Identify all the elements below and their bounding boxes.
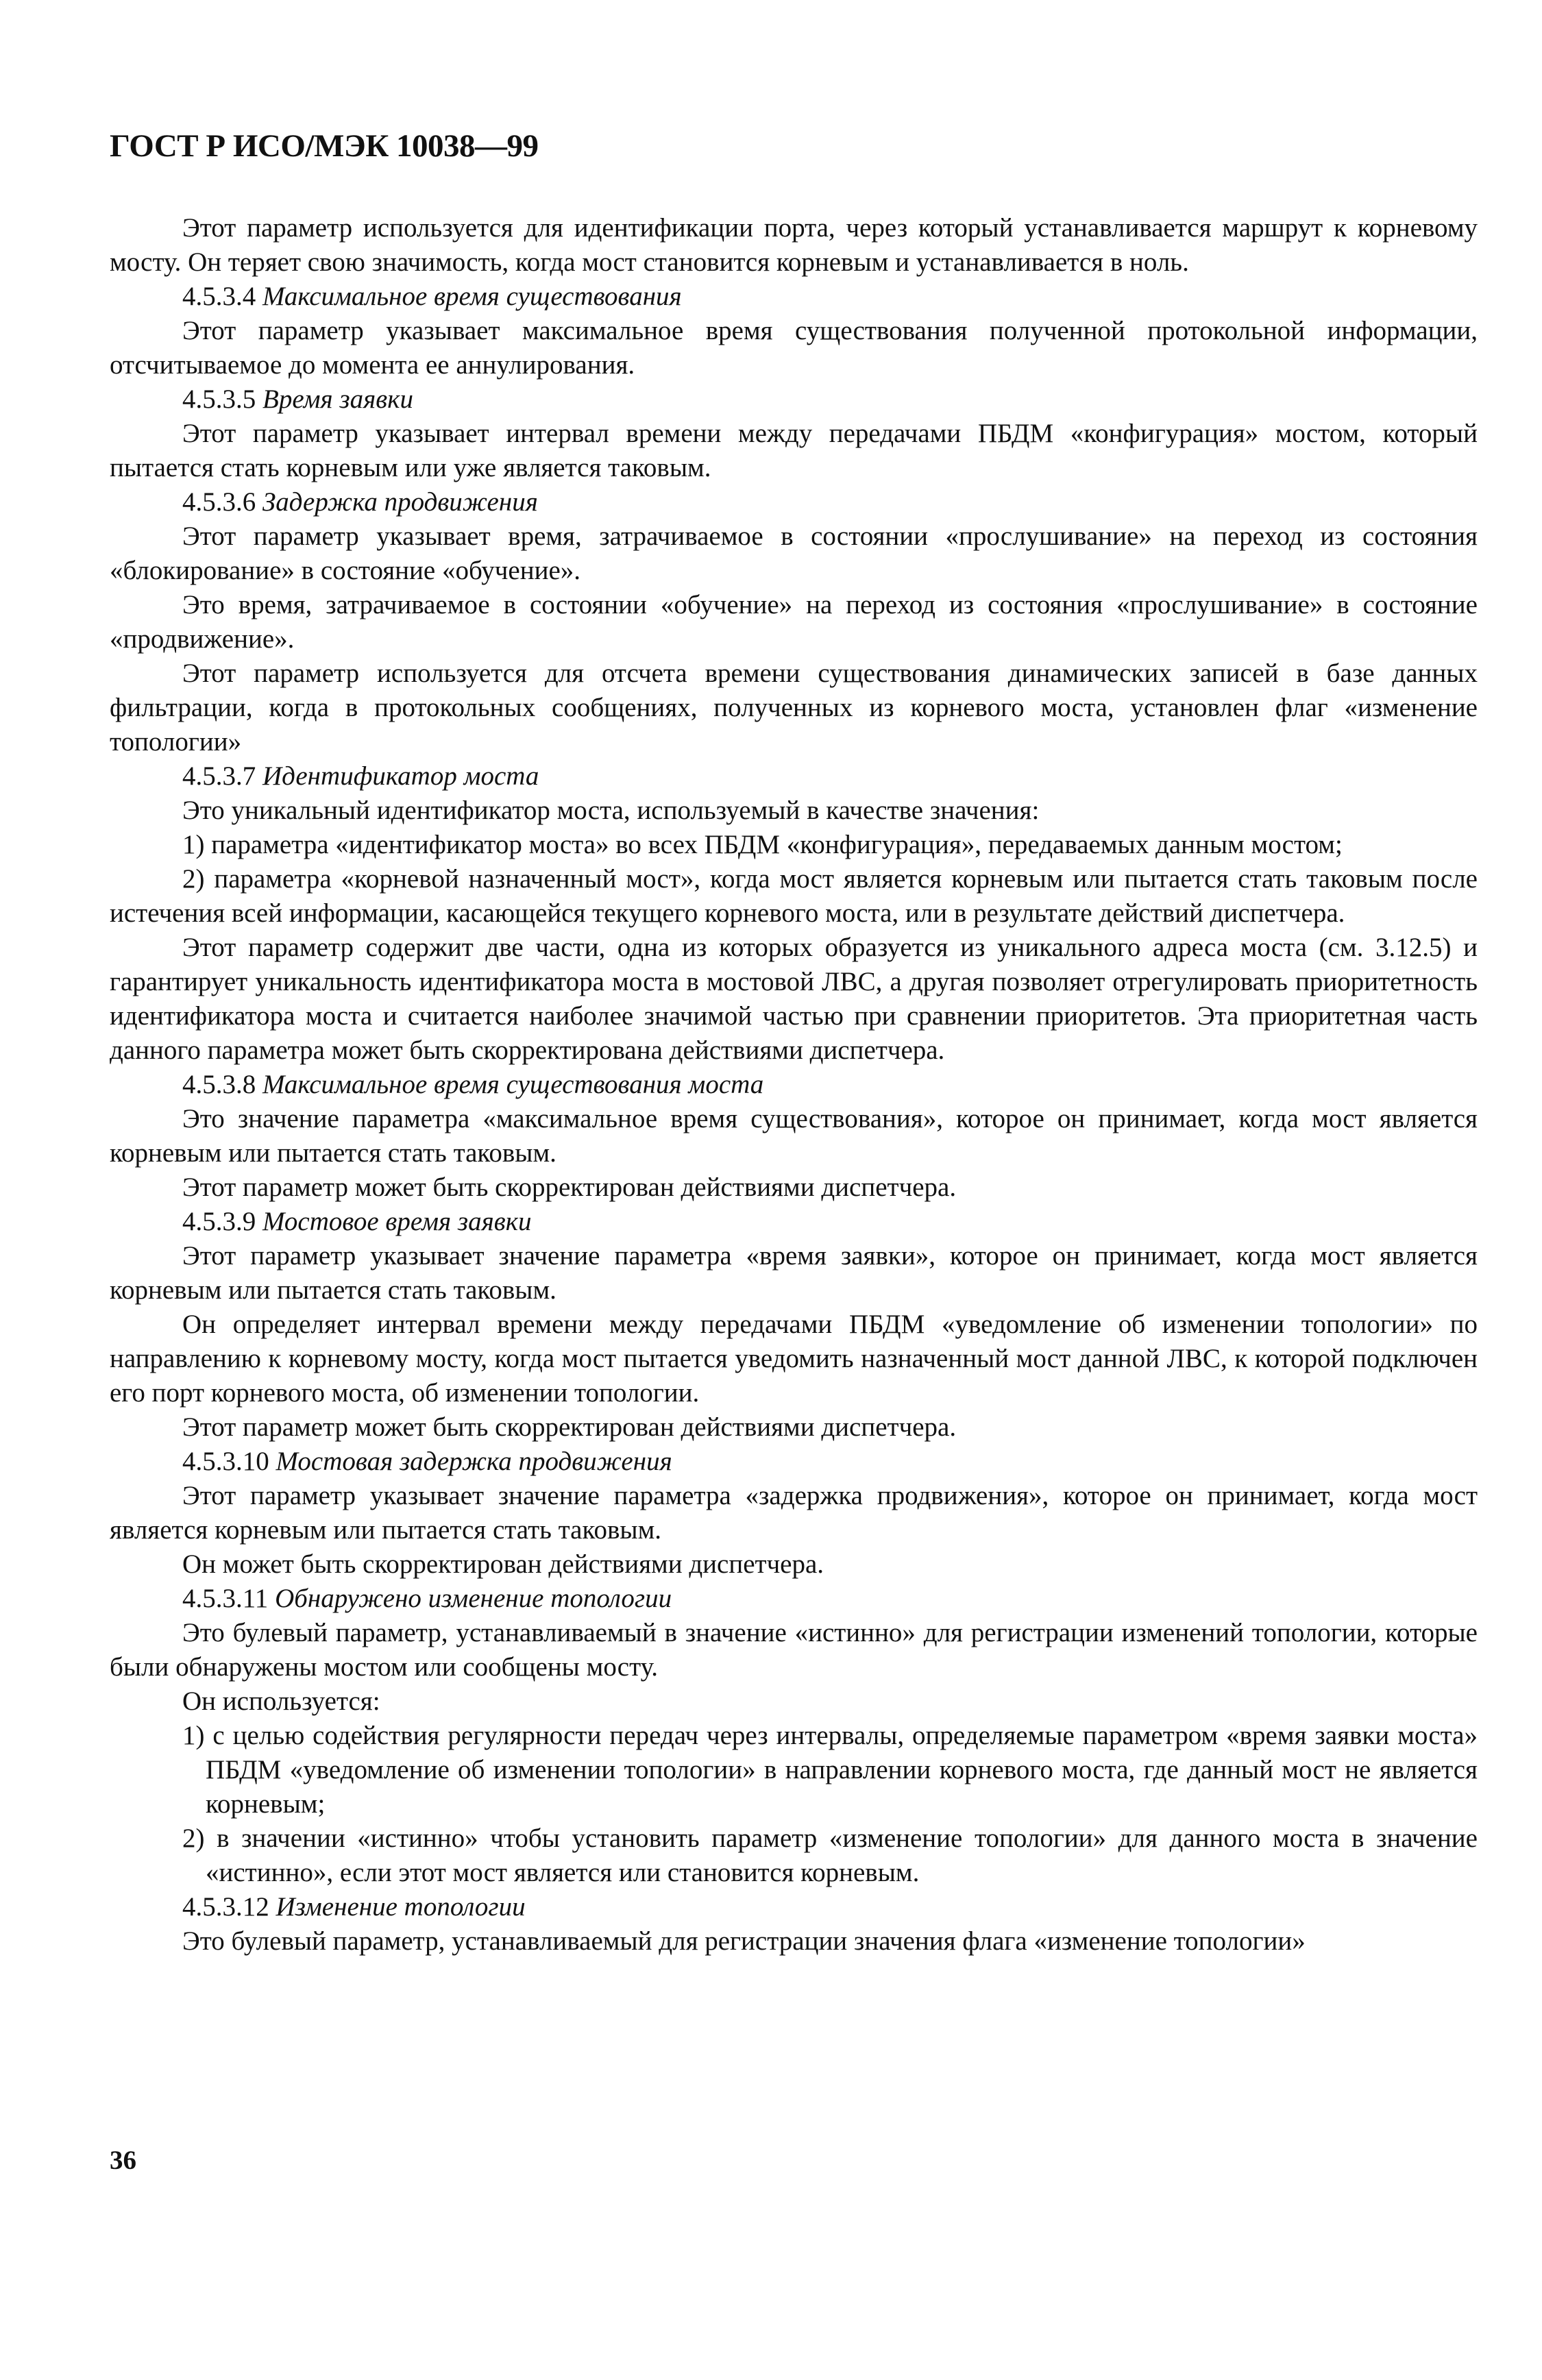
section-title: Мостовое время заявки: [262, 1207, 532, 1236]
paragraph: Он используется:: [182, 1686, 380, 1716]
paragraph: Этот параметр используется для отсчета времени существования динамических записей в базе данных фильтрации, когда в протокольных сообщениях, полученных из корневого моста, установлен флаг «изменение топологии»: [110, 659, 1478, 757]
paragraph: 2) параметра «корневой назначенный мост», когда мост является корневым или пытается стать таковым после истечения всей информации, касающейся текущего корневого моста, или в результате действий диспетчера.: [110, 864, 1478, 928]
paragraph: Это уникальный идентификатор моста, используемый в качестве значения:: [182, 796, 1040, 825]
section-title: Мостовая задержка продвижения: [276, 1447, 672, 1476]
section-number: 4.5.3.7: [182, 761, 256, 791]
page-number: 36: [110, 2146, 136, 2175]
paragraph: Это время, затрачиваемое в состоянии «обучение» на переход из состояния «прослушивание» в состояние «продвижение».: [110, 590, 1478, 654]
section-number: 4.5.3.4: [182, 282, 256, 311]
section-number: 4.5.3.5: [182, 384, 256, 414]
paragraph: Это булевый параметр, устанавливаемый для регистрации значения флага «изменение топологии»: [182, 1926, 1306, 1956]
paragraph: Этот параметр используется для идентификации порта, через который устанавливается маршрут к корневому мосту. Он теряет свою значимость, когда мост становится корневым и устанавливается в ноль.: [110, 213, 1478, 277]
section-heading: [110, 759, 1478, 794]
paragraph: Этот параметр может быть скорректирован действиями диспетчера.: [182, 1173, 957, 1202]
paragraph: Этот параметр указывает значение параметра «время заявки», которое он принимает, когда мост является корневым или пытается стать таковым.: [110, 1241, 1478, 1305]
paragraph: Этот параметр может быть скорректирован действиями диспетчера.: [182, 1412, 957, 1442]
section-title: Изменение топологии: [276, 1892, 526, 1922]
paragraph: Этот параметр содержит две части, одна из которых образуется из уникального адреса моста (см. 3.12.5) и гарантирует уникальность идентификатора моста в мостовой ЛВС, а другая позволяет отрегулировать приоритетность идентификатора моста и считается наиболее значимой частью при сравнении приоритетов. Эта приоритетная часть данного параметра может быть скорректирована действиями диспетчера.: [110, 933, 1478, 1065]
section-heading: [110, 382, 1478, 417]
section-heading: [110, 1890, 1478, 1924]
document-body: [110, 211, 1478, 1959]
section-number: 4.5.3.12: [182, 1892, 269, 1922]
section-number: 4.5.3.9: [182, 1207, 256, 1236]
section-heading: [110, 1582, 1478, 1616]
section-heading: [110, 485, 1478, 519]
section-title: Задержка продвижения: [262, 487, 538, 517]
section-title: Идентификатор моста: [262, 761, 539, 791]
section-title: Обнаружено изменение топологии: [275, 1584, 672, 1613]
paragraph: Это значение параметра «максимальное время существования», которое он принимает, когда мост является корневым или пытается стать таковым.: [110, 1104, 1478, 1168]
section-title: Максимальное время существования моста: [262, 1070, 764, 1099]
list-item: 2) в значении «истинно» чтобы установить параметр «изменение топологии» для данного моста в значение «истинно», если этот мост является или становится корневым.: [182, 1824, 1478, 1887]
section-heading: [110, 1205, 1478, 1239]
page-header: ГОСТ Р ИСО/МЭК 10038—99: [110, 128, 539, 164]
paragraph: Этот параметр указывает значение параметра «задержка продвижения», которое он принимает, когда мост является корневым или пытается стать таковым.: [110, 1481, 1478, 1545]
section-number: 4.5.3.11: [182, 1584, 269, 1613]
paragraph: Он определяет интервал времени между передачами ПБДМ «уведомление об изменении топологии» по направлению к корневому мосту, когда мост пытается уведомить назначенный мост данной ЛВС, к которой подключен его порт корневого моста, об изменении топологии.: [110, 1310, 1478, 1408]
section-heading: [110, 1445, 1478, 1479]
section-number: 4.5.3.10: [182, 1447, 269, 1476]
section-heading: [110, 1068, 1478, 1102]
paragraph: 1) параметра «идентификатор моста» во всех ПБДМ «конфигурация», передаваемых данным мостом;: [182, 830, 1343, 859]
list-item: 1) с целью содействия регулярности передач через интервалы, определяемые параметром «время заявки моста» ПБДМ «уведомление об изменении топологии» в направлении корневого моста, где данный мост не является корневым;: [182, 1721, 1478, 1819]
paragraph: Этот параметр указывает интервал времени между передачами ПБДМ «конфигурация» мостом, который пытается стать корневым или уже является таковым.: [110, 419, 1478, 482]
paragraph: Этот параметр указывает время, затрачиваемое в состоянии «прослушивание» на переход из состояния «блокирование» в состояние «обучение».: [110, 522, 1478, 585]
paragraph: Этот параметр указывает максимальное время существования полученной протокольной информации, отсчитываемое до момента ее аннулирования.: [110, 316, 1478, 380]
section-title: Время заявки: [262, 384, 413, 414]
paragraph: Это булевый параметр, устанавливаемый в значение «истинно» для регистрации изменений топологии, которые были обнаружены мостом или сообщены мосту.: [110, 1618, 1478, 1682]
section-number: 4.5.3.8: [182, 1070, 256, 1099]
section-heading: [110, 280, 1478, 314]
section-title: Максимальное время существования: [262, 282, 682, 311]
paragraph: Он может быть скорректирован действиями диспетчера.: [182, 1549, 824, 1579]
section-number: 4.5.3.6: [182, 487, 256, 517]
